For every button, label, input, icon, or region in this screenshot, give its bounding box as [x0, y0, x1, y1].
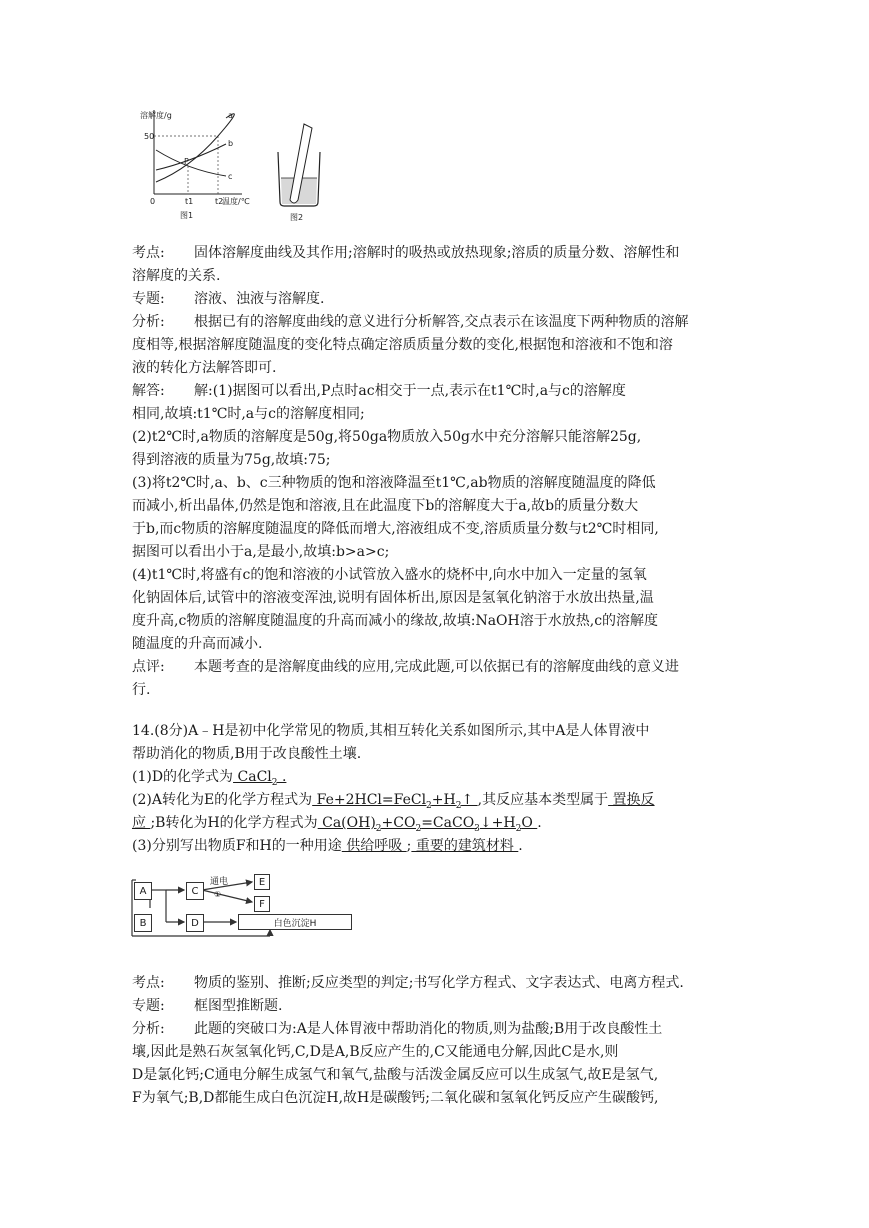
jieda-line: [132, 589, 742, 607]
jieda-line: [132, 405, 742, 423]
jieda-line: [132, 612, 742, 630]
jieda-text: 度升高,c物质的溶解度随温度的升高而减小的缘故,故填:NaOH溶于水放热,c的溶解度: [132, 613, 659, 629]
q14-sub3-end: .: [518, 838, 523, 854]
answer-d-formula: CaCl$_2$ .: [233, 769, 287, 788]
fenxi-text: F为氧气;B,D都能生成白色沉淀H,故H是碳酸钙;二氧化碳和氢氧化钙反应产生碳酸钙,: [132, 1090, 659, 1106]
jieda-text: 据图可以看出小于a,是最小,故填:b>a>c;: [132, 544, 390, 560]
fig1-x-label: 温度/℃: [222, 197, 250, 206]
fig1-y-label: 溶解度/g: [140, 111, 172, 120]
fenxi-text: 此题的突破口为:A是人体胃液中帮助消化的物质,则为盐酸;B用于改良酸性土: [194, 1021, 663, 1037]
fenxi-text: D是氯化钙;C通电分解生成氢气和氧气,盐酸与活泼金属反应可以生成氢气,故E是氢气,: [132, 1067, 659, 1083]
jieda-line: [132, 474, 742, 492]
q14-kaodian-line: [132, 974, 742, 992]
answer-f-use: 供给呼吸: [341, 838, 407, 854]
diagram-arrows: [130, 864, 360, 942]
fig1-origin: 0: [150, 197, 156, 206]
fenxi-line: [132, 359, 742, 377]
fenxi-text: 度相等,根据溶解度随温度的变化特点确定溶质质量分数的变化,根据饱和溶液和不饱和溶: [132, 337, 673, 353]
node-e: E: [254, 874, 270, 890]
fig1-y-tick: 50: [144, 132, 155, 141]
jieda-line: [132, 428, 742, 446]
q14-sub2-mid2: ;B转化为H的化学方程式为: [150, 815, 318, 831]
jieda-text: 相同,故填:t1℃时,a与c的溶解度相同;: [132, 406, 365, 422]
q14-sub1-prefix: (1)D的化学式为: [132, 769, 234, 785]
kaodian-text: 溶解度的关系.: [132, 268, 221, 284]
jieda-label: 解答:: [132, 383, 165, 399]
node-f: F: [254, 896, 270, 912]
kaodian-line: [132, 267, 742, 285]
answer-reaction-type-end: 应: [132, 815, 151, 831]
q14-sub2-prefix: (2)A转化为E的化学方程式为: [132, 792, 313, 808]
fenxi-line: [132, 313, 742, 331]
q14-stem-text: 14.(8分)A﹣H是初中化学常见的物质,其相互转化关系如图所示,其中A是人体胃液中: [132, 723, 650, 739]
answer-reaction-type: 置换反: [608, 792, 655, 808]
fenxi-label: 分析:: [132, 314, 165, 330]
jieda-line: [132, 543, 742, 561]
fig2-caption: 图2: [290, 213, 304, 222]
q14-sub2-end: .: [537, 815, 542, 831]
jieda-line: [132, 566, 742, 584]
curve-label: a: [228, 111, 233, 120]
jieda-text: 解:(1)据图可以看出,P点时ac相交于一点,表示在t1℃时,a与c的溶解度: [194, 383, 626, 399]
fenxi-text: 壤,因此是熟石灰氢氧化钙,C,D是A,B反应产生的,C又能通电分解,因此C是水,则: [132, 1044, 619, 1060]
zhuanti-line: [132, 290, 742, 308]
zhuanti-text: 溶液、浊液与溶解度.: [194, 291, 325, 307]
jieda-line: [132, 451, 742, 469]
q14-sub3-sep: ;: [406, 838, 412, 854]
node-d: D: [186, 914, 204, 932]
fenxi-label: 分析:: [132, 1021, 165, 1037]
q14-fenxi-line: [132, 1043, 742, 1061]
jieda-text: 而减小,析出晶体,仍然是饱和溶液,且在此温度下b的溶解度大于a,故b的质量分数大: [132, 498, 639, 514]
kaodian-line: [132, 244, 742, 262]
node-a: A: [134, 882, 152, 900]
q14-stem: [132, 722, 742, 740]
jieda-text: (3)将t2℃时,a、b、c三种物质的饱和溶液降温至t1℃,ab物质的溶解度随温度的降低: [132, 475, 656, 491]
curve-label: b: [228, 139, 234, 148]
curve-label: c: [228, 172, 233, 181]
fenxi-text: 根据已有的溶解度曲线的意义进行分析解答,交点表示在该温度下两种物质的溶解: [194, 314, 689, 330]
fig1-caption: 图1: [180, 211, 194, 220]
fenxi-line: [132, 336, 742, 354]
relation-diagram: [130, 864, 360, 942]
jieda-line: [132, 520, 742, 538]
fig1-x-tick: t1: [185, 197, 194, 206]
q14-sub2-cont: [132, 814, 742, 838]
q14-stem: [132, 745, 742, 763]
kaodian-text: 物质的鉴别、推断;反应类型的判定;书写化学方程式、文字表达式、电离方程式.: [194, 975, 684, 991]
kaodian-label: 考点:: [132, 245, 165, 261]
jieda-line: [132, 382, 742, 400]
dianping-label: 点评:: [132, 659, 165, 675]
node-b: B: [134, 914, 152, 932]
dianping-text: 行.: [132, 682, 151, 698]
q14-fenxi-line: [132, 1089, 742, 1107]
jieda-text: 化钠固体后,试管中的溶液变浑浊,说明有固体析出,原因是氢氧化钠溶于水放出热量,温: [132, 590, 654, 606]
jieda-line: [132, 635, 742, 653]
q14-fenxi-line: [132, 1066, 742, 1084]
arrow-number: ①: [214, 890, 222, 899]
q14-stem-text: 帮助消化的物质,B用于改良酸性土壤.: [132, 746, 362, 762]
dianping-text: 本题考查的是溶解度曲线的应用,完成此题,可以依据已有的溶解度曲线的意义进: [194, 659, 679, 675]
node-c: C: [186, 882, 204, 900]
zhuanti-label: 专题:: [132, 291, 165, 307]
solubility-curve-figure: [140, 106, 250, 224]
q14-sub2-mid: ,其反应基本类型属于: [477, 792, 609, 808]
beaker-figure: [272, 118, 332, 224]
dianping-line: [132, 681, 742, 699]
answer-a-to-e-equation: $Fe+2HCl=FeCl_2+H_2↑$: [312, 792, 478, 811]
kaodian-label: 考点:: [132, 975, 165, 991]
dianping-line: [132, 658, 742, 676]
point-label: P: [184, 157, 189, 166]
jieda-text: (4)t1℃时,将盛有c的饱和溶液的小试管放入盛水的烧杯中,向水中加入一定量的氢氧: [132, 567, 647, 583]
jieda-text: 于b,而c物质的溶解度随温度的降低而增大,溶液组成不变,溶质质量分数与t2℃时相同,: [132, 521, 659, 537]
q14-sub3-prefix: (3)分别写出物质F和H的一种用途: [132, 838, 342, 854]
answer-b-to-h-equation: $Ca(OH)_2+CO_2=CaCO_3↓+H_2O$: [317, 815, 538, 834]
q14-sub3: [132, 837, 742, 855]
node-h: 白色沉淀H: [238, 914, 352, 930]
q14-zhuanti-line: [132, 997, 742, 1015]
jieda-line: [132, 497, 742, 515]
jieda-text: 得到溶液的质量为75g,故填:75;: [132, 452, 331, 468]
kaodian-text: 固体溶解度曲线及其作用;溶解时的吸热或放热现象;溶质的质量分数、溶解性和: [194, 245, 680, 261]
answer-h-use: 重要的建筑材料: [411, 838, 519, 854]
arrow-label: 通电: [210, 877, 229, 887]
zhuanti-label: 专题:: [132, 998, 165, 1014]
zhuanti-text: 框图型推断题.: [194, 998, 283, 1014]
fenxi-text: 液的转化方法解答即可.: [132, 360, 277, 376]
q14-fenxi-line: [132, 1020, 742, 1038]
q14-sub1: [132, 768, 742, 792]
fig1-x-tick: t2: [215, 197, 224, 206]
jieda-text: 随温度的升高而减小.: [132, 636, 263, 652]
q14-sub2: [132, 791, 742, 815]
jieda-text: (2)t2℃时,a物质的溶解度是50g,将50ga物质放入50g水中充分溶解只能溶解25g,: [132, 429, 642, 445]
